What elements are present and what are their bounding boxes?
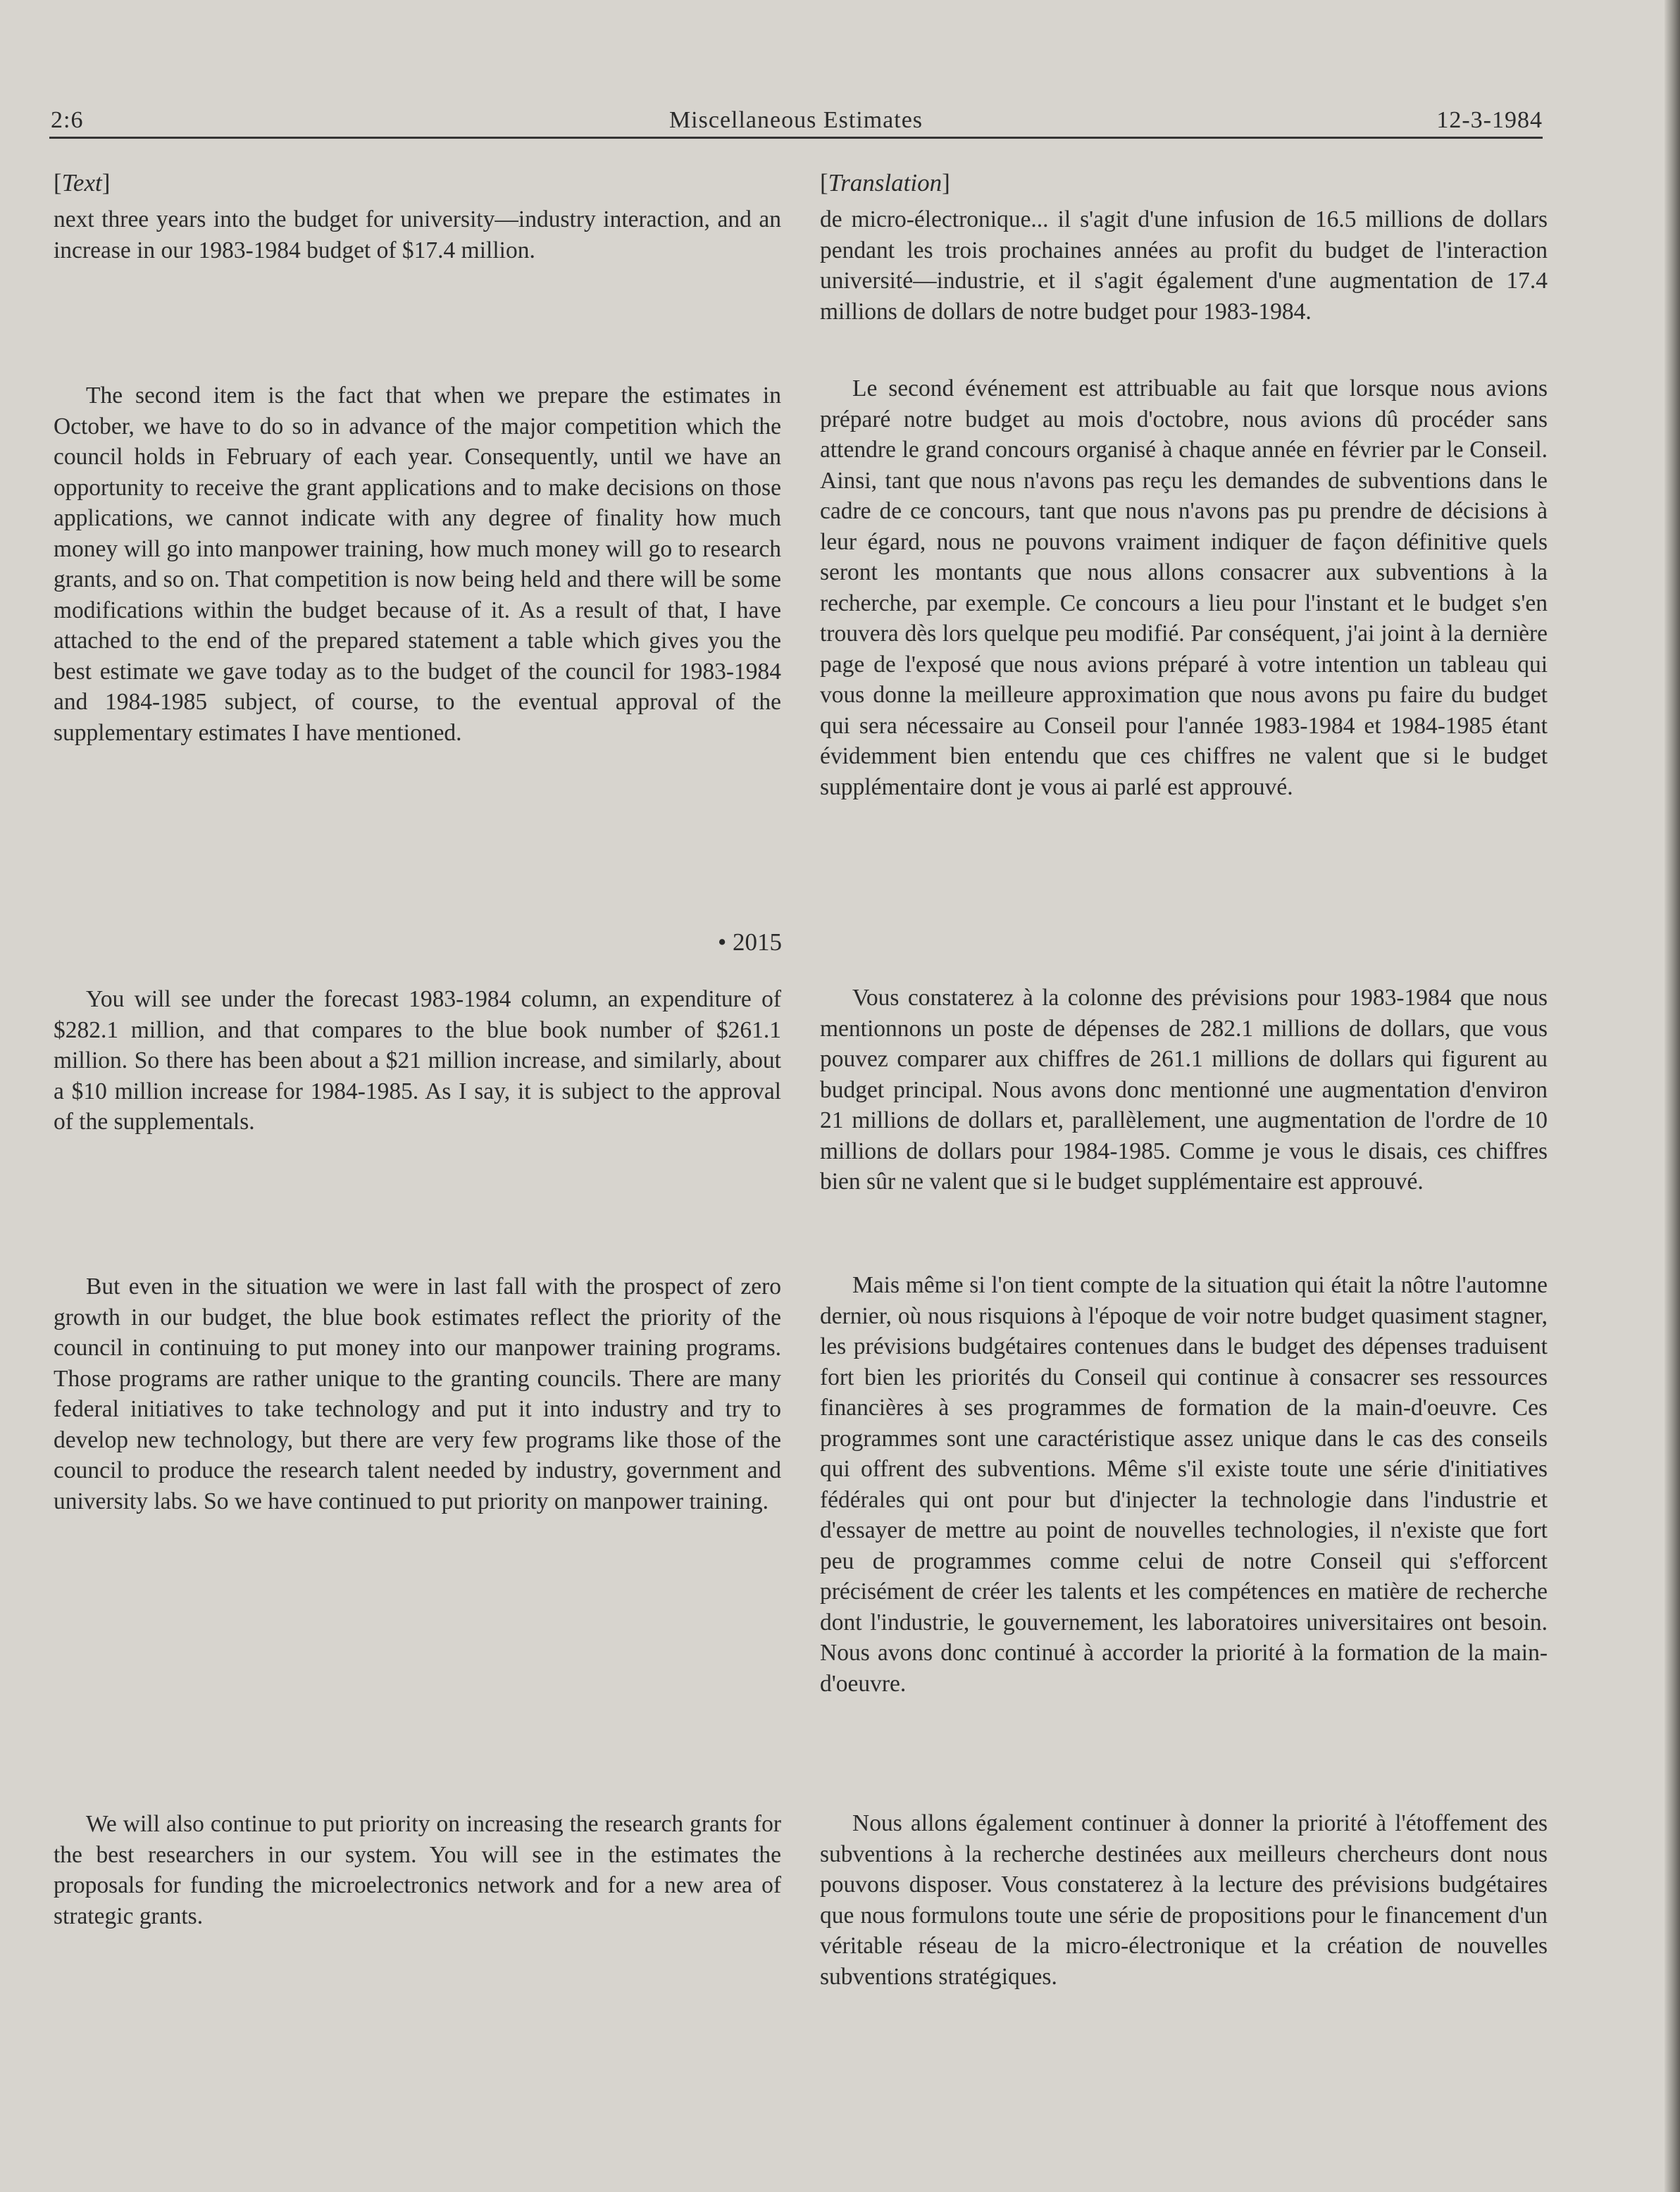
left-paragraph-1: next three years into the budget for university—industry interaction, and an increase in our 1983-1984 budget of $17.4 million. — [54, 206, 781, 263]
right-paragraph-1: de micro-électronique... il s'agit d'une infusion de 16.5 millions de dollars pendant les trois prochaines années au profit du budget de l'interaction université—industrie, et il s'agit également d'une augmentation de 17.4 millions de dollars de notre budget pour 1983-1984. — [820, 206, 1548, 325]
right-paragraph-2: Le second événement est attribuable au fait que lorsque nous avions préparé notre budget au mois d'octobre, nous avions dû procéder sans attendre le grand concours organisé à chaque année en février par le Conseil. Ainsi, tant que nous n'avons pas reçu les demandes de subventions dans le cadre de ce concours, tant que nous n'avons pas pu prendre de décisions à leur égard, nous ne pouvons vraiment indiquer de façon définitive quels seront les montants que nous allons consacrer aux subventions à la recherche, par exemple. Ce concours a lieu pour l'instant et le budget s'en trouvera dès lors quelque peu modifié. Par conséquent, j'ai joint à la dernière page de l'exposé que nous avions préparé à votre intention un tableau qui vous donne la meilleure approximation que nous avons pu faire du budget qui sera nécessaire au Conseil pour l'année 1983-1984 et 1984-1985 étant évidemment bien entendu que ces chiffres ne valent que si le budget supplémentaire dont je vous ai parlé est approuvé. — [820, 375, 1548, 800]
left-column-label: [Text] — [54, 169, 111, 197]
page-header — [49, 99, 1543, 139]
time-marker: • 2015 — [717, 928, 782, 956]
left-paragraph-3: You will see under the forecast 1983-1984 column, an expenditure of $282.1 million, and that compares to the blue book number of $261.1 million. So there has been about a $21 million increase, and similarly, about a $10 million increase for 1984-1985. As I say, it is subject to the approval of the supplementals. — [54, 986, 781, 1135]
page-date: 12-3-1984 — [1436, 107, 1543, 133]
left-paragraph-2: The second item is the fact that when we prepare the estimates in October, we have to do so in advance of the major competition which the council holds in February of each year. Consequently, until we have an opportunity to receive the grant applications and to make decisions on those applications, we cannot indicate with any degree of finality how much money will go into manpower training, how much money will go to research grants, and so on. That competition is now being held and there will be some modifications within the budget because of it. As a result of that, I have attached to the end of the prepared statement a table which gives you the best estimate we gave today as to the budget of the council for 1983-1984 and 1984-1985 subject, of course, to the eventual approval of the supplementary estimates I have mentioned. — [54, 382, 781, 746]
left-paragraph-4: But even in the situation we were in last fall with the prospect of zero growth in our budget, the blue book estimates reflect the priority of the council in continuing to put money into our manpower training programs. Those programs are rather unique to the granting councils. There are many federal initiatives to take technology and put it into industry and try to develop new technology, but there are very few programs like those of the council to produce the research talent needed by industry, government and university labs. So we have continued to put priority on manpower training. — [54, 1274, 781, 1514]
page-edge-shadow — [1665, 0, 1680, 2192]
right-paragraph-5: Nous allons également continuer à donner la priorité à l'étoffement des subventions à la recherche destinées aux meilleurs chercheurs dont nous pouvons disposer. Vous constaterez à la lecture des prévisions budgétaires que nous formulons toute une série de propositions pour le financement d'un véritable réseau de la micro-électronique et la création de nouvelles subventions stratégiques. — [820, 1810, 1548, 1990]
page-number: 2:6 — [51, 107, 84, 133]
right-paragraph-4: Mais même si l'on tient compte de la situation qui était la nôtre l'automne dernier, où nous risquions à l'époque de voir notre budget quasiment stagner, les prévisions budgétaires contenues dans le budget des dépenses traduisent fort bien les priorités du Conseil qui continue à consacrer ses ressources financières à ses programmes de formation de la main-d'oeuvre. Ces programmes sont une caractéristique assez unique dans le cas des conseils qui offrent des subventions. Même s'il existe toute une série d'initiatives fédérales qui ont pour but d'injecter la technologie dans l'industrie et d'essayer de mettre au point de nouvelles technologies, il n'existe que fort peu de programmes comme celui de notre Conseil qui s'efforcent précisément de créer les talents et les compétences en matière de recherche dont l'industrie, le gouvernement, les laboratoires universitaires ont besoin. Nous avons donc continué à accorder la priorité à la formation de la main-d'oeuvre. — [820, 1272, 1548, 1697]
right-column-label: [Translation] — [820, 169, 950, 197]
page-title: Miscellaneous Estimates — [668, 107, 923, 133]
left-paragraph-5: We will also continue to put priority on increasing the research grants for the best researchers in our system. You will see in the estimates the proposals for funding the microelectronics network and for a new area of strategic grants. — [54, 1811, 781, 1929]
right-paragraph-3: Vous constaterez à la colonne des prévisions pour 1983-1984 que nous mentionnons un poste de dépenses de 282.1 millions de dollars, que vous pouvez comparer aux chiffres de 261.1 millions de dollars qui figurent au budget principal. Nous avons donc mentionné une augmentation d'environ 21 millions de dollars et, parallèlement, une augmentation de l'ordre de 10 millions de dollars pour 1984-1985. Comme je vous le disais, ces chiffres bien sûr ne valent que si le budget supplémentaire est approuvé. — [820, 985, 1548, 1195]
